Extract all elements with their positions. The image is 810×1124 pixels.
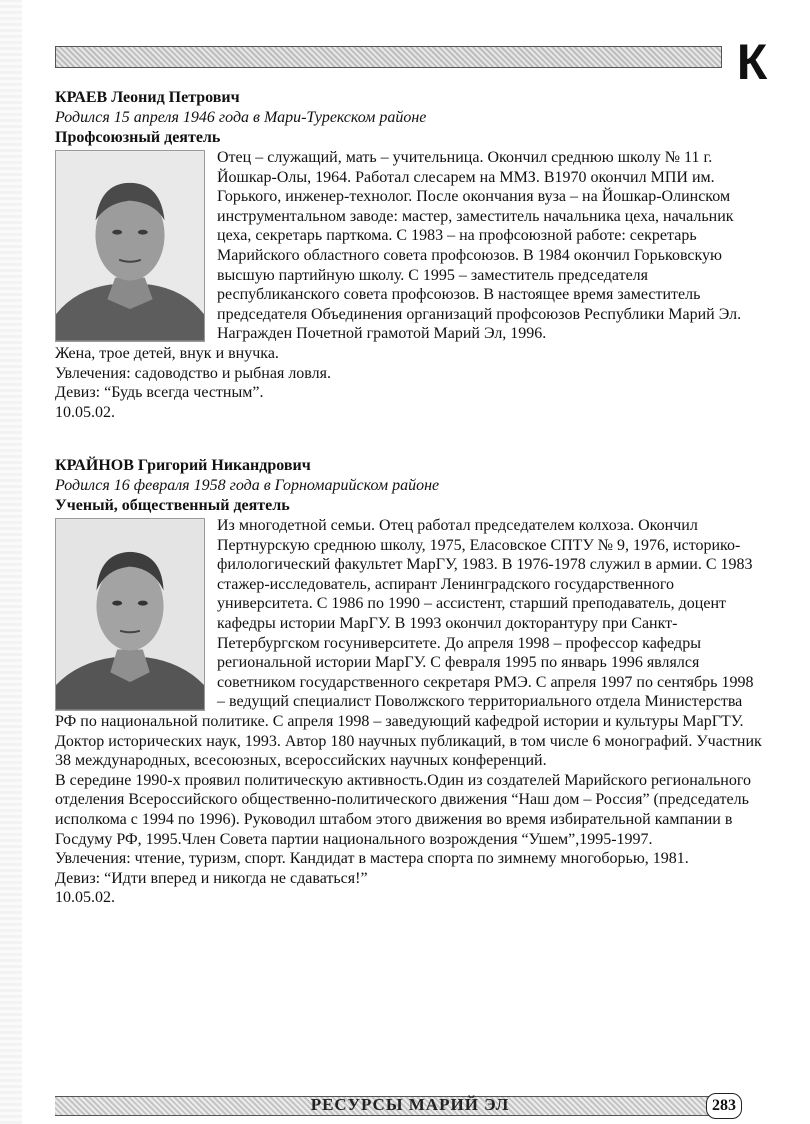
biography-entry <box>55 456 765 908</box>
biography-text: Отец – служащий, мать – учительница. Окончил среднюю школу № 11 г. Йошкар-Олы, 1964. Работал слесарем на ММЗ. В1970 окончил МПИ им. Горького, инженер-технолог. После окончания вуза – на Йошкар-Олинском инструментальном заводе: мастер, заместитель начальника цеха, начальник цеха, секретарь парткома. С 1983 – на профсоюзной работе: секретарь Марийского областного совета профсоюзов. В 1984 окончил Горьковскую высшую партийную школу. С 1995 – заместитель председателя республиканского совета профсоюзов. В настоящее время заместитель председателя Объединения организаций профсоюзов Республики Марий Эл. Награжден Почетной грамотой Марий Эл, 1996. <box>217 149 742 343</box>
biography-entry <box>55 88 765 422</box>
portrait-photo <box>55 150 205 342</box>
motto: Девиз: “Будь всегда честным”. <box>55 384 264 402</box>
birth-info: Родился 15 апреля 1946 года в Мари-Турекском районе <box>55 109 427 126</box>
hobbies: Увлечения: чтение, туризм, спорт. Кандидат в мастера спорта по зимнему многоборью, 1981. <box>55 850 689 868</box>
person-name: КРАЙНОВ Григорий Никандрович <box>55 457 311 474</box>
entry-date: 10.05.02. <box>55 889 115 907</box>
page-edge <box>0 0 22 1124</box>
birth-info: Родился 16 февраля 1958 года в Горномарийском районе <box>55 477 440 494</box>
entry-date: 10.05.02. <box>55 403 115 421</box>
portrait-photo <box>55 518 205 711</box>
hobbies: Увлечения: садоводство и рыбная ловля. <box>55 364 331 382</box>
person-name: КРАЕВ Леонид Петрович <box>55 89 240 106</box>
political-activity: В середине 1990-х проявил политическую активность.Один из создателей Марийского регионального отделения Всероссийского общественно-политического движения “Наш дом – Россия” (председатель исполкома с 1994 по 1996). Руководил штабом этого движения во время избирательной кампании в Госдуму РФ, 1995.Член Совета партии национального возрождения “Ушем”,1995-1997. <box>55 771 752 848</box>
biography-text: Из многодетной семьи. Отец работал председателем колхоза. Окончил Пертнурскую среднюю школу, 1975, Еласовское СПТУ № 9, 1976, историко-филологический факультет МарГУ, 1983. В 1976-1978 служил в армии. С 1983 стажер-исследователь, аспирант Ленинградского государственного университета. С 1986 по 1990 – ассистент, старший преподаватель, доцент кафедры истории МарГУ. В 1993 окончил докторантуру при Санкт-Петербургском госуниверситете. До апреля 1998 – профессор кафедры региональной истории МарГУ. С февраля 1995 по январь 1996 являлся советником государственного секретаря РМЭ. С апреля 1997 по сентябрь 1998 – ведущий специалист Поволжского территориального отдела Министерства РФ по национальной политике. С апреля 1998 – заведующий кафедрой истории и культуры МарГТУ. <box>55 517 754 730</box>
section-letter: К <box>736 34 768 90</box>
person-role: Ученый, общественный деятель <box>55 497 290 514</box>
portrait-image <box>56 151 204 341</box>
academic-info: Доктор исторических наук, 1993. Автор 180 научных публикаций, в том числе 6 монографий. Участник 38 международных, всесоюзных, всероссийских научных конференций. <box>55 732 762 770</box>
portrait-image <box>56 519 204 710</box>
family-info: Жена, трое детей, внук и внучка. <box>55 344 279 362</box>
page-number: 283 <box>706 1093 742 1119</box>
motto: Девиз: “Идти вперед и никогда не сдаваться!” <box>55 869 368 887</box>
person-role: Профсоюзный деятель <box>55 129 221 146</box>
header-decorative-bar <box>55 46 722 68</box>
footer-title: РЕСУРСЫ МАРИЙ ЭЛ <box>310 1095 510 1114</box>
